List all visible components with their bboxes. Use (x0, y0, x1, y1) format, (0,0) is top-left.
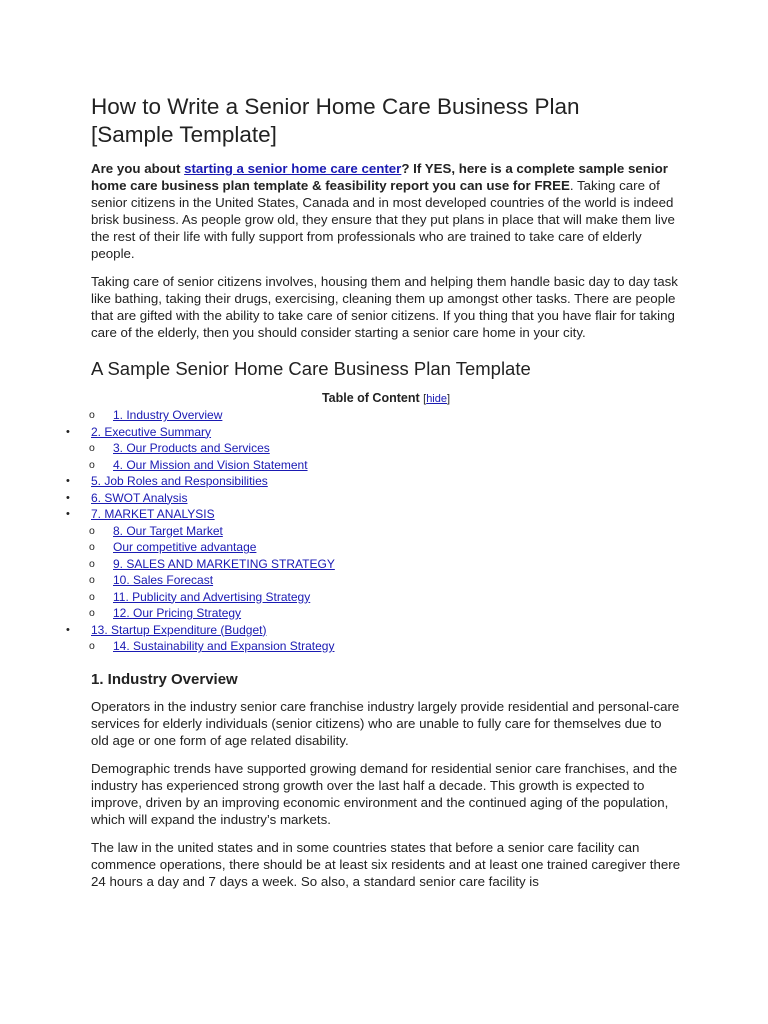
industry-paragraph-2: Demographic trends have supported growing demand for residential senior care franchises, and the industry has experienced strong growth over the last half a decade. This growth is expected to improve, driven by an improving economic environment and the continued aging of the population, which will expand the industry’s markets. (91, 760, 678, 827)
page-title-line-1: How to Write a Senior Home Care Business Plan (91, 94, 580, 119)
toc-link[interactable]: 6. SWOT Analysis (91, 490, 188, 505)
toc-link[interactable]: 2. Executive Summary (91, 424, 212, 439)
toc-item (66, 506, 686, 523)
sub-bullet-icon: o (89, 524, 95, 537)
page-title-line-2: [Sample Template] (91, 122, 277, 147)
toc-link[interactable]: 9. SALES AND MARKETING STRATEGY (113, 556, 335, 571)
toc-link[interactable]: Our competitive advantage (113, 540, 257, 554)
intro-lead-end: . (569, 178, 574, 193)
sub-bullet-icon: o (89, 409, 95, 421)
toc-item (66, 490, 686, 507)
toc-item (66, 622, 686, 639)
toc-item (66, 572, 686, 589)
industry-paragraph-1: Operators in the industry senior care franchise industry largely provide residential and personal-care services for elderly individuals (senior citizens) who are unable to fully care for themselves due to old age or one form of age related disability. (91, 698, 680, 748)
industry-overview-heading: 1. Industry Overview (91, 670, 238, 688)
toc-hide-link[interactable]: hide (426, 393, 447, 405)
toc-link[interactable]: 4. Our Mission and Vision Statement (113, 457, 308, 472)
industry-paragraph-3: The law in the united states and in some countries states that before a senior care facility can commence operations, there should be at least six residents and at least one trained caregiver there 24 hours a day and 7 days a week. So also, a standard senior care facility is (91, 839, 681, 889)
toc-item (66, 473, 686, 490)
toc-link[interactable]: 8. Our Target Market (113, 523, 223, 538)
sub-bullet-icon: o (89, 557, 95, 570)
intro-lead-post: ? If YES, here is a complete sample senior home care business plan template & feasibility report you can use for FREE (91, 161, 668, 193)
toc-item (66, 424, 686, 441)
toc-link[interactable]: 12. Our Pricing Strategy (113, 606, 242, 620)
bullet-icon: • (66, 508, 70, 520)
toc-link[interactable]: 7. MARKET ANALYSIS (91, 507, 215, 521)
toc-item (66, 638, 686, 655)
toc-hide-control (423, 393, 450, 405)
toc-item (66, 556, 686, 573)
intro-paragraph-1 (91, 160, 681, 262)
page-title (91, 93, 681, 149)
toc-item (66, 589, 686, 606)
toc-item (66, 457, 686, 474)
intro-body-text: Taking care of senior citizens in the United States, Canada and in most developed countries of the world is indeed brisk business. As people grow old, they ensure that they put plans in place that will make them live the rest of their life with fully support from professionals who are trained to take care of elderly people. (91, 178, 675, 261)
table-of-contents (66, 407, 686, 655)
toc-item (66, 605, 686, 622)
sub-bullet-icon: o (89, 574, 95, 586)
toc-bracket-close: ] (446, 393, 451, 405)
toc-link[interactable]: 13. Startup Expenditure (Budget) (91, 622, 267, 637)
sub-bullet-icon: o (89, 458, 95, 471)
toc-link[interactable]: 10. Sales Forecast (113, 573, 214, 587)
toc-item (66, 407, 686, 424)
toc-item (66, 440, 686, 457)
toc-item (66, 539, 686, 556)
toc-link[interactable]: 14. Sustainability and Expansion Strategy (113, 639, 335, 653)
bullet-icon: • (66, 475, 70, 487)
article-body (66, 93, 681, 901)
toc-heading-label: Table of Content (321, 391, 420, 405)
bullet-icon: • (66, 425, 70, 438)
sub-bullet-icon: o (89, 590, 95, 603)
intro-lead-pre: Are you about (91, 161, 185, 176)
bullet-icon: • (66, 491, 70, 504)
toc-link[interactable]: 3. Our Products and Services (113, 441, 270, 455)
toc-item (66, 523, 686, 540)
bullet-icon: • (66, 623, 70, 636)
toc-bracket-open: [ (423, 393, 427, 405)
toc-link[interactable]: 11. Publicity and Advertising Strategy (113, 589, 311, 604)
sub-bullet-icon: o (89, 442, 95, 454)
sub-bullet-icon: o (89, 541, 95, 553)
intro-paragraph-2: Taking care of senior citizens involves, housing them and helping them handle basic day to day task like bathing, taking their drugs, exercising, cleaning them up amongst other tasks. There are people that are gifted with the ability to take care of senior citizens. If you thing that you have flair for taking care of the elderly, then you should consider starting a senior care home in your city. (91, 274, 678, 340)
toc-link[interactable]: 5. Job Roles and Responsibilities (91, 474, 268, 488)
starting-senior-home-care-link[interactable]: starting a senior home care center (184, 161, 402, 176)
sub-bullet-icon: o (89, 607, 95, 619)
toc-heading (91, 390, 681, 407)
section-title: A Sample Senior Home Care Business Plan Template (91, 358, 531, 379)
toc-link[interactable]: 1. Industry Overview (113, 408, 223, 422)
sub-bullet-icon: o (89, 640, 95, 652)
